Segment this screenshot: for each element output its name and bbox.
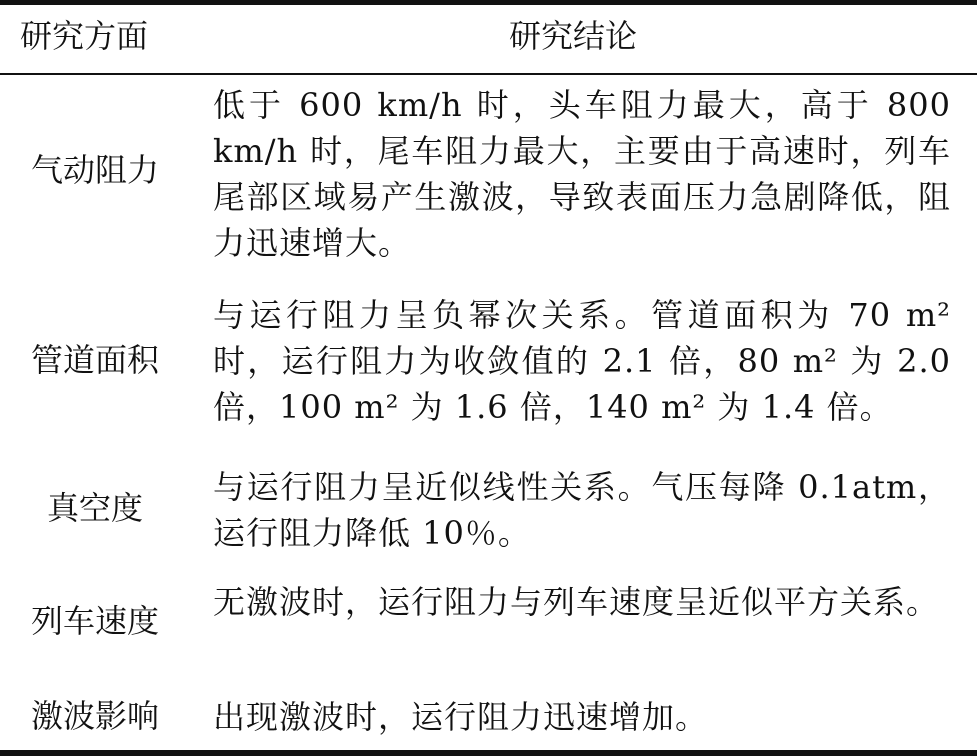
row-conclusion: 低于 600 km/h 时，头车阻力最大，高于 800 km/h 时，尾车阻力最大，主要由于高速时，列车尾部区域易产生激波，导致表面压力急剧降低，阻力迅速增大。	[213, 86, 951, 262]
row-aspect: 气动阻力	[30, 151, 159, 189]
header-conclusion: 研究结论	[508, 17, 637, 55]
row-aspect: 管道面积	[30, 341, 159, 379]
row-conclusion: 与运行阻力呈近似线性关系。气压每降 0.1atm，运行阻力降低 10％。	[213, 468, 951, 552]
header-aspect: 研究方面	[20, 17, 149, 55]
row-conclusion: 出现激波时，运行阻力迅速增加。	[213, 698, 709, 736]
row-aspect: 真空度	[46, 489, 143, 527]
bottom-rule	[0, 750, 977, 756]
header-rule	[0, 73, 977, 75]
row-aspect: 列车速度	[30, 602, 159, 640]
row-conclusion: 与运行阻力呈负幂次关系。管道面积为 70 m² 时，运行阻力为收敛值的 2.1 倍，80 m² 为 2.0 倍，100 m² 为 1.6 倍，140 m² 为 1.4 倍。	[213, 296, 951, 426]
row-conclusion: 无激波时，运行阻力与列车速度呈近似平方关系。	[213, 583, 940, 621]
top-rule	[0, 0, 977, 5]
row-aspect: 激波影响	[30, 697, 159, 735]
